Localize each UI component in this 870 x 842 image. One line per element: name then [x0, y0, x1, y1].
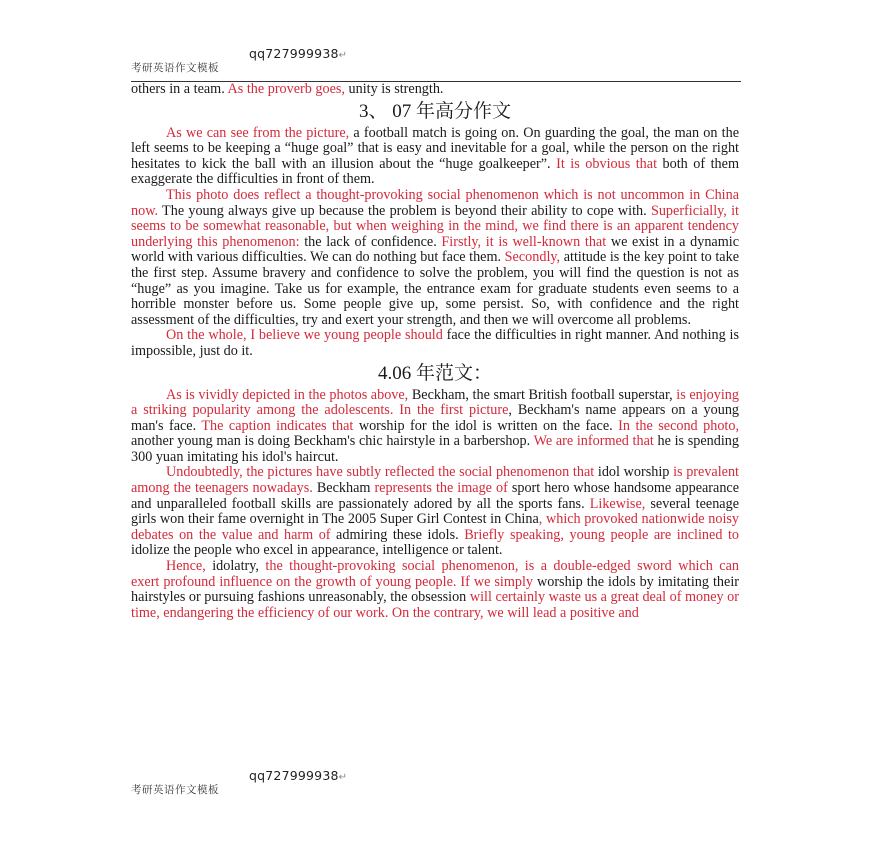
text-run: sport hero whose handsome appearance and unparalleled football skills are passionately adored by all the sports fans.: [131, 480, 740, 512]
paragraph: [131, 465, 739, 559]
text-run: unity is strength.: [344, 81, 444, 97]
paragraph-mark-icon: ↵: [338, 772, 348, 783]
footer-title: 考研英语作文模板: [131, 784, 219, 796]
highlighted-phrase: is prevalent among the teenagers nowadays.: [131, 464, 739, 497]
highlighted-phrase: Firstly, it is well-known that: [441, 233, 607, 250]
header-qq: [249, 46, 347, 61]
highlighted-phrase: It is obvious that: [556, 155, 658, 172]
text-run: we exist in a dynamic world with various difficulties. We can do nothing but face them.: [131, 233, 740, 266]
text-run: another young man is doing Beckham's chic hairstyle in a barbershop.: [131, 433, 534, 450]
text-run: both of them exaggerate the difficulties in front of them.: [131, 155, 739, 188]
highlighted-phrase: We are informed that: [533, 433, 654, 450]
page-footer: [131, 768, 741, 804]
text-run: he is spending 300 yuan imitating his idol's haircut.: [131, 433, 739, 465]
paragraph: [131, 328, 739, 359]
section-3-body: [131, 126, 739, 360]
carryover-paragraph: [131, 82, 739, 98]
text-run: idolatry,: [205, 558, 266, 575]
section-4-body: [131, 388, 739, 622]
footer-qq: [249, 768, 347, 783]
highlighted-phrase: As the proverb goes,: [227, 81, 345, 97]
text-run: idolize the people who excel in appearance, intelligence or talent.: [131, 542, 503, 559]
text-run: idol worship: [594, 464, 674, 481]
text-run: the lack of confidence.: [299, 233, 442, 250]
highlighted-phrase: In the second photo,: [618, 417, 739, 434]
footer-qq-text: qq727999938: [249, 768, 339, 783]
text-run: Beckham, the smart British football superstar,: [408, 386, 677, 403]
text-run: The young always give up because the problem is beyond their ability to cope with.: [158, 202, 651, 219]
text-run: attitude is the key point to take the first step. Assume bravery and confidence to solve the problem, you will find the question is not as “huge” as you imagine. Take us for example, the entrance exam for graduate students even seems to a horrible monster before us. Some people give up, some persist. So, with confidence and the right assessment of the difficulties, try and exert your strength, and then we will overcome all problems.: [131, 249, 739, 328]
text-run: , Beckham's name appears on a young man's face.: [131, 402, 740, 434]
highlighted-phrase: Likewise,: [589, 495, 646, 512]
text-run: Beckham: [312, 480, 375, 497]
highlighted-phrase: Superficially, it seems to be somewhat reasonable, but when weighing in the mind, we find there is an apparent tendency underlying this phenomenon:: [131, 202, 739, 250]
highlighted-phrase: On the whole, I believe we young people should: [166, 327, 443, 344]
highlighted-phrase: the thought-provoking social phenomenon, is a double-edged sword which can exert profound influence on the growth of young people. If we simply: [131, 558, 739, 590]
paragraph: [131, 188, 739, 328]
text-run: face the difficulties in right manner. And nothing is impossible, just do it.: [131, 327, 739, 359]
highlighted-phrase: Briefly speaking, young people are inclined to: [464, 526, 739, 543]
highlighted-phrase: Secondly,: [504, 249, 561, 266]
highlighted-phrase: will certainly waste us a great deal of money or time, endangering the efficiency of our work. On the contrary, we will lead a positive and: [131, 589, 739, 621]
text-run: worship for the idol is written on the face.: [353, 417, 619, 434]
paragraph-mark-icon: ↵: [338, 50, 348, 61]
section-4-heading: 4.06 年范文：: [377, 362, 492, 384]
paragraph: [131, 388, 739, 466]
highlighted-phrase: is enjoying a striking popularity among the adolescents. In the first picture: [131, 386, 739, 419]
highlighted-phrase: Hence,: [166, 558, 206, 575]
text-run: a football match is going on. On guarding the goal, the man on the left seems to be keeping a “huge goal” that is easy and inevitable for a goal, while the person on the right hesitates to kick the ball with an illusion about the “huge goalkeeper”.: [131, 124, 739, 172]
text-run: others in a team.: [131, 81, 228, 97]
highlighted-phrase: As we can see from the picture,: [166, 124, 350, 141]
highlighted-phrase: As is vividly depicted in the photos above,: [166, 386, 409, 403]
highlighted-phrase: represents the image of: [374, 480, 508, 497]
paragraph: [131, 559, 739, 621]
text-run: worship the idols by imitating their hairstyles or pursuing fashions unreasonably, the obsession: [131, 573, 739, 606]
paragraph: [131, 126, 739, 188]
text-run: several teenage girls won their fame overnight in The 2005 Super Girl Contest in China: [131, 495, 739, 528]
header-qq-text: qq727999938: [249, 46, 339, 61]
section-3-heading: 3、 07 年高分作文: [358, 100, 511, 122]
header-title: 考研英语作文模板: [131, 62, 219, 74]
highlighted-phrase: Undoubtedly, the pictures have subtly reflected the social phenomenon that: [166, 464, 595, 481]
page-header: [131, 46, 741, 82]
text-run: admiring these idols.: [330, 526, 465, 543]
highlighted-phrase: This photo does reflect a thought-provoking social phenomenon which is not uncommon in China now.: [131, 186, 739, 219]
highlighted-phrase: , which provoked nationwide noisy debates on the value and harm of: [131, 511, 739, 543]
document-body: [131, 82, 739, 621]
highlighted-phrase: The caption indicates that: [201, 417, 354, 434]
